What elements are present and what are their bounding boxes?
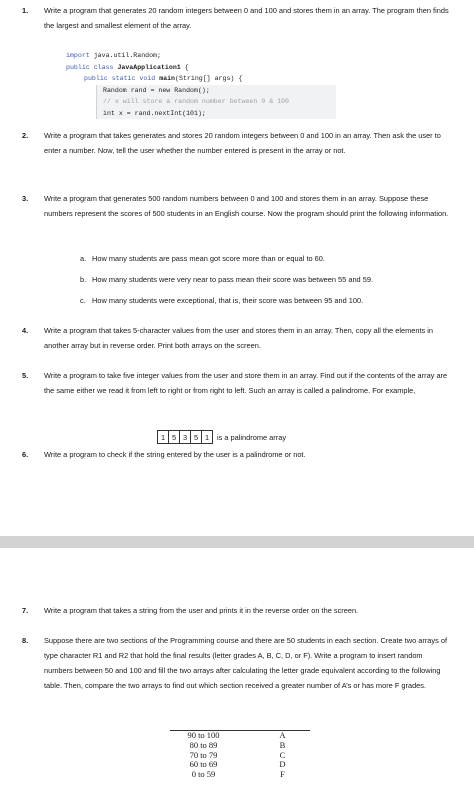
grade-row (170, 770, 310, 780)
question-text: Write a program that generates 20 random integers between 0 and 100 and stores them in an array. The program then finds the largest and smallest element of the array. (44, 6, 449, 30)
grade-letter: D (279, 759, 286, 770)
question-text: Write a program that takes a string from the user and prints it in the reverse order on the screen. (44, 606, 359, 615)
sub-item-letter: a. (80, 254, 87, 263)
grade-letter: C (279, 749, 286, 760)
grade-row (170, 760, 310, 770)
grade-range: 90 to 100 (187, 730, 220, 740)
question-text: Write a program that takes 5-character values from the user and stores them in an array. Then, copy all the elements in another array but in reverse order. Print both arrays on the screen. (44, 326, 434, 350)
question-8 (22, 633, 452, 693)
grade-range: 70 to 79 (189, 749, 218, 760)
question-number: 7. (22, 606, 29, 615)
grade-letter: F (280, 769, 285, 780)
grade-letter: A (279, 730, 286, 740)
question-3 (22, 191, 452, 221)
sub-item-letter: c. (80, 296, 86, 305)
question-number: 2. (22, 131, 29, 140)
sub-item-b (80, 273, 460, 287)
sub-item-text: How many students were very near to pass mean their score was between 55 and 59. (92, 275, 373, 284)
array-cell: 3 (180, 431, 191, 443)
question-6 (22, 447, 452, 462)
question-number: 8. (22, 636, 29, 645)
code-line-6: int x = rand.nextInt(101); (103, 109, 206, 117)
question-text: Write a program that takes generates and stores 20 random integers between 0 and 100 in an array. Then ask the user to enter a number. Now, tell the user whether the number entered is present in the array or not. (44, 131, 441, 155)
question-number: 5. (22, 371, 29, 380)
grade-letter: B (279, 739, 286, 750)
grade-range: 0 to 59 (191, 769, 216, 780)
code-line-4: Random rand = new Random(); (103, 86, 210, 94)
array-cell: 1 (158, 431, 169, 443)
sub-item-text: How many students are pass mean got score more than or equal to 60. (92, 254, 325, 263)
question-number: 3. (22, 194, 29, 203)
question-text: Suppose there are two sections of the Programming course and there are 50 students in each section. Create two arrays of type character R1 and R2 that hold the final results (letter grades A, B, C, D, or F). Write a program to insert random numbers between 50 and 100 and fill the two arrays after calculating the letter grade equivalent according to the following table. Then, compare the two arrays to find out which section received a greater number of A’s or has more F grades. (44, 636, 448, 690)
question-text: Write a program to check if the string entered by the user is a palindrome or not. (44, 450, 306, 459)
code-line-5: // x will store a random number between 0 & 100 (103, 98, 289, 105)
question-2 (22, 128, 452, 158)
palindrome-caption: is a palindrome array (217, 432, 287, 442)
question-number: 4. (22, 326, 29, 335)
question-1 (22, 3, 452, 33)
question-number: 6. (22, 450, 29, 459)
palindrome-example (157, 430, 286, 444)
array-cell: 1 (204, 432, 210, 442)
sub-item-c (80, 294, 460, 308)
code-line-1: import java.util.Random; (66, 52, 161, 59)
question-7 (22, 603, 452, 618)
code-line-2: public class JavaApplication1 { (66, 63, 189, 71)
array-cell: 5 (191, 431, 202, 443)
question-number: 1. (22, 6, 29, 15)
code-snippet (66, 50, 336, 119)
grade-range: 80 to 89 (189, 739, 218, 750)
code-line-3: public static void main(String[] args) { (84, 75, 243, 82)
page-break (0, 536, 474, 548)
array-cell: 5 (169, 431, 180, 443)
code-body-panel (96, 85, 336, 120)
question-4 (22, 323, 452, 353)
palindrome-array-cells (157, 430, 213, 444)
question-5 (22, 368, 452, 398)
grade-table (170, 730, 310, 780)
question-text: Write a program to take five integer values from the user and store them in an array. Find out if the contents of the array are the same either we read it from left to right or from right to left. Such an array is called a palindrome. For example, (44, 371, 448, 395)
sub-item-text: How many students were exceptional, that is, their score was between 95 and 100. (92, 296, 364, 305)
grade-range: 60 to 69 (189, 759, 218, 770)
question-text: Write a program that generates 500 random numbers between 0 and 100 and stores them in an array. Suppose these numbers represent the scores of 500 students in an English course. Now the program should print the following information. (44, 194, 449, 218)
sub-item-letter: b. (80, 275, 87, 284)
sub-item-a (80, 252, 460, 266)
